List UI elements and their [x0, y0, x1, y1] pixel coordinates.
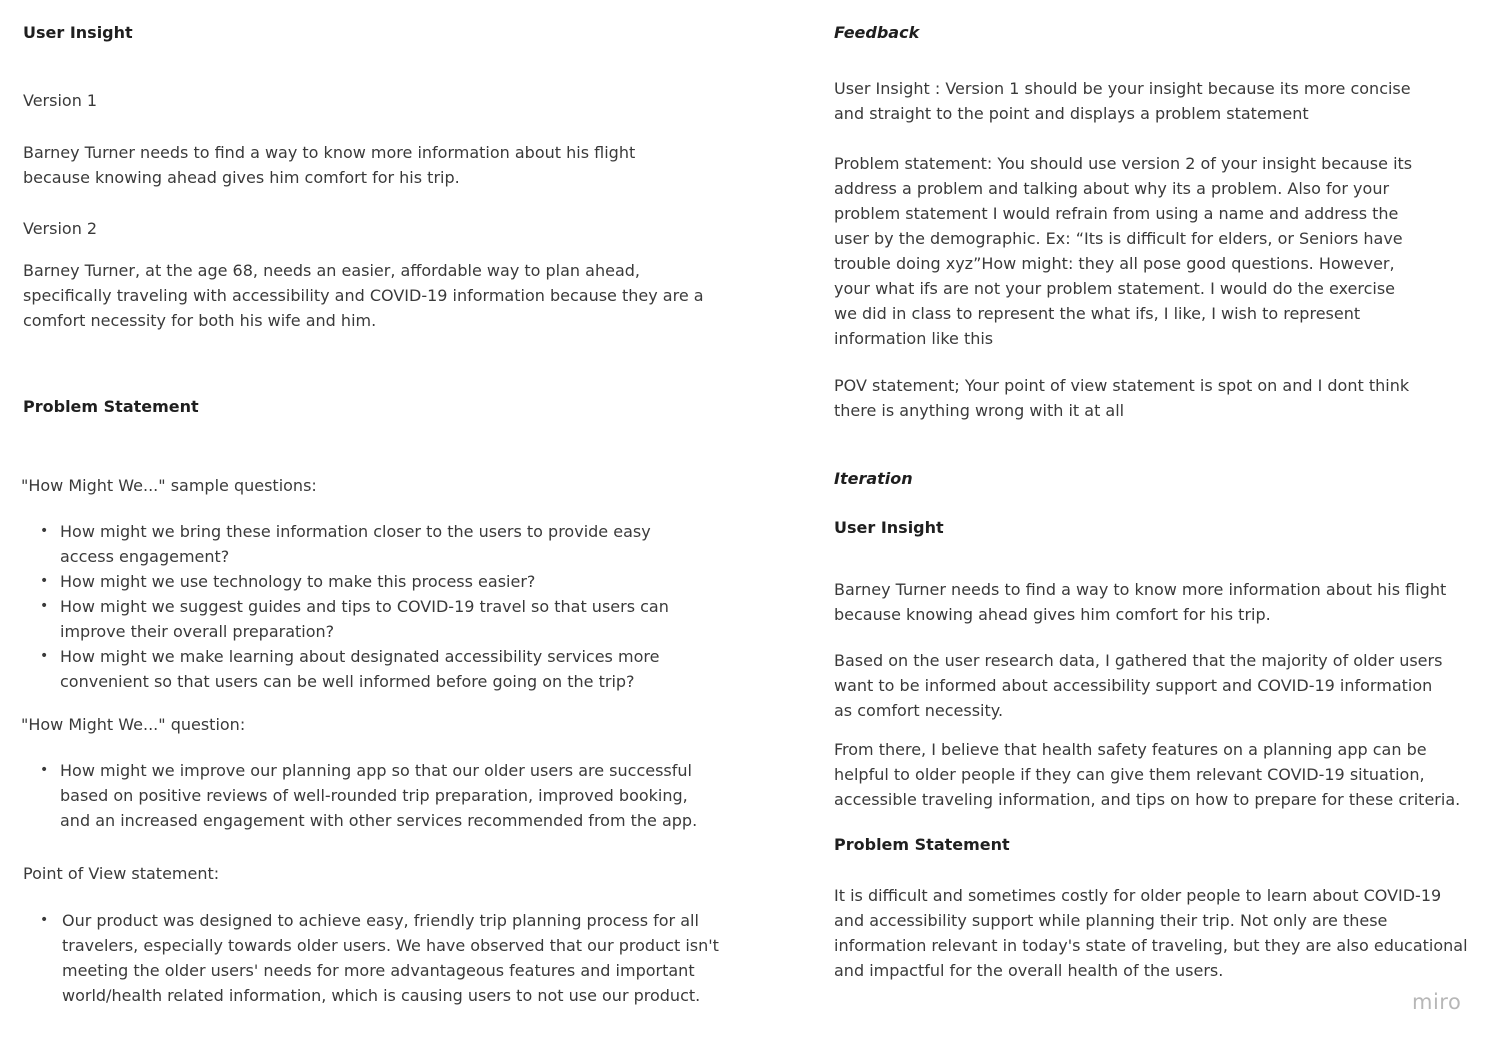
text-line: as comfort necessity.	[834, 701, 1004, 720]
bullet-icon: •	[40, 648, 49, 664]
text-line: because knowing ahead gives him comfort for his trip.	[834, 605, 1271, 624]
text-line: How might we use technology to make this process easier?	[60, 572, 536, 591]
text-line: Based on the user research data, I gathered that the majority of older users	[834, 651, 1443, 670]
bullet-icon: •	[40, 573, 49, 589]
text-line: there is anything wrong with it at all	[834, 401, 1125, 420]
text-line: comfort necessity for both his wife and him.	[23, 311, 377, 330]
text-line: How might we suggest guides and tips to COVID-19 travel so that users can	[60, 597, 669, 616]
feedback-problem-text	[834, 151, 1412, 351]
iteration-problem-heading: Problem Statement	[834, 835, 1010, 854]
text-line: meeting the older users' needs for more advantageous features and important	[62, 961, 695, 980]
version2-label: Version 2	[23, 219, 98, 238]
feedback-heading: Feedback	[834, 23, 920, 42]
text-line: Problem statement: You should use version 2 of your insight because its	[834, 154, 1413, 173]
list-item	[23, 644, 669, 694]
hmw-samples-list	[23, 519, 669, 694]
text-line: Barney Turner needs to find a way to know more information about his flight	[23, 143, 636, 162]
text-line: helpful to older people if they can give them relevant COVID-19 situation,	[834, 765, 1425, 784]
list-item	[23, 758, 697, 833]
list-item	[23, 908, 719, 1008]
text-line: POV statement; Your point of view statement is spot on and I dont think	[834, 376, 1410, 395]
text-line: information relevant in today's state of traveling, but they are also educational	[834, 936, 1468, 955]
text-line: based on positive reviews of well-rounded trip preparation, improved booking,	[60, 786, 688, 805]
feedback-insight-text	[834, 76, 1411, 126]
text-line: improve their overall preparation?	[60, 622, 335, 641]
iteration-insight-text	[834, 577, 1446, 627]
text-line: How might we improve our planning app so that our older users are successful	[60, 761, 692, 780]
hmw-question-label: "How Might We..." question:	[21, 715, 246, 734]
feedback-pov-text	[834, 373, 1409, 423]
bullet-icon: •	[40, 598, 49, 614]
text-line: we did in class to represent the what ifs, I like, I wish to represent	[834, 304, 1361, 323]
text-line: information like this	[834, 329, 994, 348]
text-line: and impactful for the overall health of the users.	[834, 961, 1224, 980]
iteration-heading: Iteration	[834, 469, 913, 488]
text-line: and straight to the point and displays a problem statement	[834, 104, 1309, 123]
bullet-icon: •	[40, 912, 49, 928]
text-line: Our product was designed to achieve easy, friendly trip planning process for all	[62, 911, 699, 930]
text-line: accessible traveling information, and tips on how to prepare for these criteria.	[834, 790, 1461, 809]
list-item	[23, 594, 669, 644]
text-line: How might we bring these information closer to the users to provide easy	[60, 522, 651, 541]
text-line: problem statement I would refrain from using a name and address the	[834, 204, 1399, 223]
version1-label: Version 1	[23, 91, 98, 110]
hmw-samples-label: "How Might We..." sample questions:	[21, 476, 317, 495]
user-insight-heading: User Insight	[23, 23, 133, 42]
text-line: Barney Turner, at the age 68, needs an easier, affordable way to plan ahead,	[23, 261, 640, 280]
bullet-icon: •	[40, 762, 49, 778]
miro-logo: miro	[1412, 990, 1462, 1014]
iteration-belief-text	[834, 737, 1460, 812]
text-line: user by the demographic. Ex: “Its is difficult for elders, or Seniors have	[834, 229, 1403, 248]
text-line: world/health related information, which is causing users to not use our product.	[62, 986, 701, 1005]
iteration-research-text	[834, 648, 1442, 723]
list-item	[23, 519, 669, 569]
text-line: want to be informed about accessibility support and COVID-19 information	[834, 676, 1433, 695]
text-line: travelers, especially towards older users. We have observed that our product isn't	[62, 936, 719, 955]
text-line: User Insight : Version 1 should be your insight because its more concise	[834, 79, 1411, 98]
text-line: trouble doing xyz”How might: they all pose good questions. However,	[834, 254, 1395, 273]
text-line: How might we make learning about designated accessibility services more	[60, 647, 660, 666]
pov-label: Point of View statement:	[23, 864, 220, 883]
text-line: access engagement?	[60, 547, 230, 566]
list-item	[23, 569, 669, 594]
text-line: Barney Turner needs to find a way to know more information about his flight	[834, 580, 1447, 599]
problem-statement-heading: Problem Statement	[23, 397, 199, 416]
version2-text	[23, 258, 704, 333]
text-line: It is difficult and sometimes costly for older people to learn about COVID-19	[834, 886, 1442, 905]
text-line: convenient so that users can be well informed before going on the trip?	[60, 672, 635, 691]
bullet-icon: •	[40, 523, 49, 539]
text-line: specifically traveling with accessibility and COVID-19 information because they are a	[23, 286, 704, 305]
hmw-question-list	[23, 758, 697, 833]
pov-list	[23, 908, 719, 1008]
text-line: and an increased engagement with other services recommended from the app.	[60, 811, 698, 830]
text-line: From there, I believe that health safety features on a planning app can be	[834, 740, 1427, 759]
text-line: because knowing ahead gives him comfort for his trip.	[23, 168, 460, 187]
text-line: and accessibility support while planning their trip. Not only are these	[834, 911, 1388, 930]
iteration-problem-text	[834, 883, 1468, 983]
text-line: address a problem and talking about why its a problem. Also for your	[834, 179, 1390, 198]
version1-text	[23, 140, 635, 190]
iteration-user-insight-heading: User Insight	[834, 518, 944, 537]
text-line: your what ifs are not your problem statement. I would do the exercise	[834, 279, 1396, 298]
